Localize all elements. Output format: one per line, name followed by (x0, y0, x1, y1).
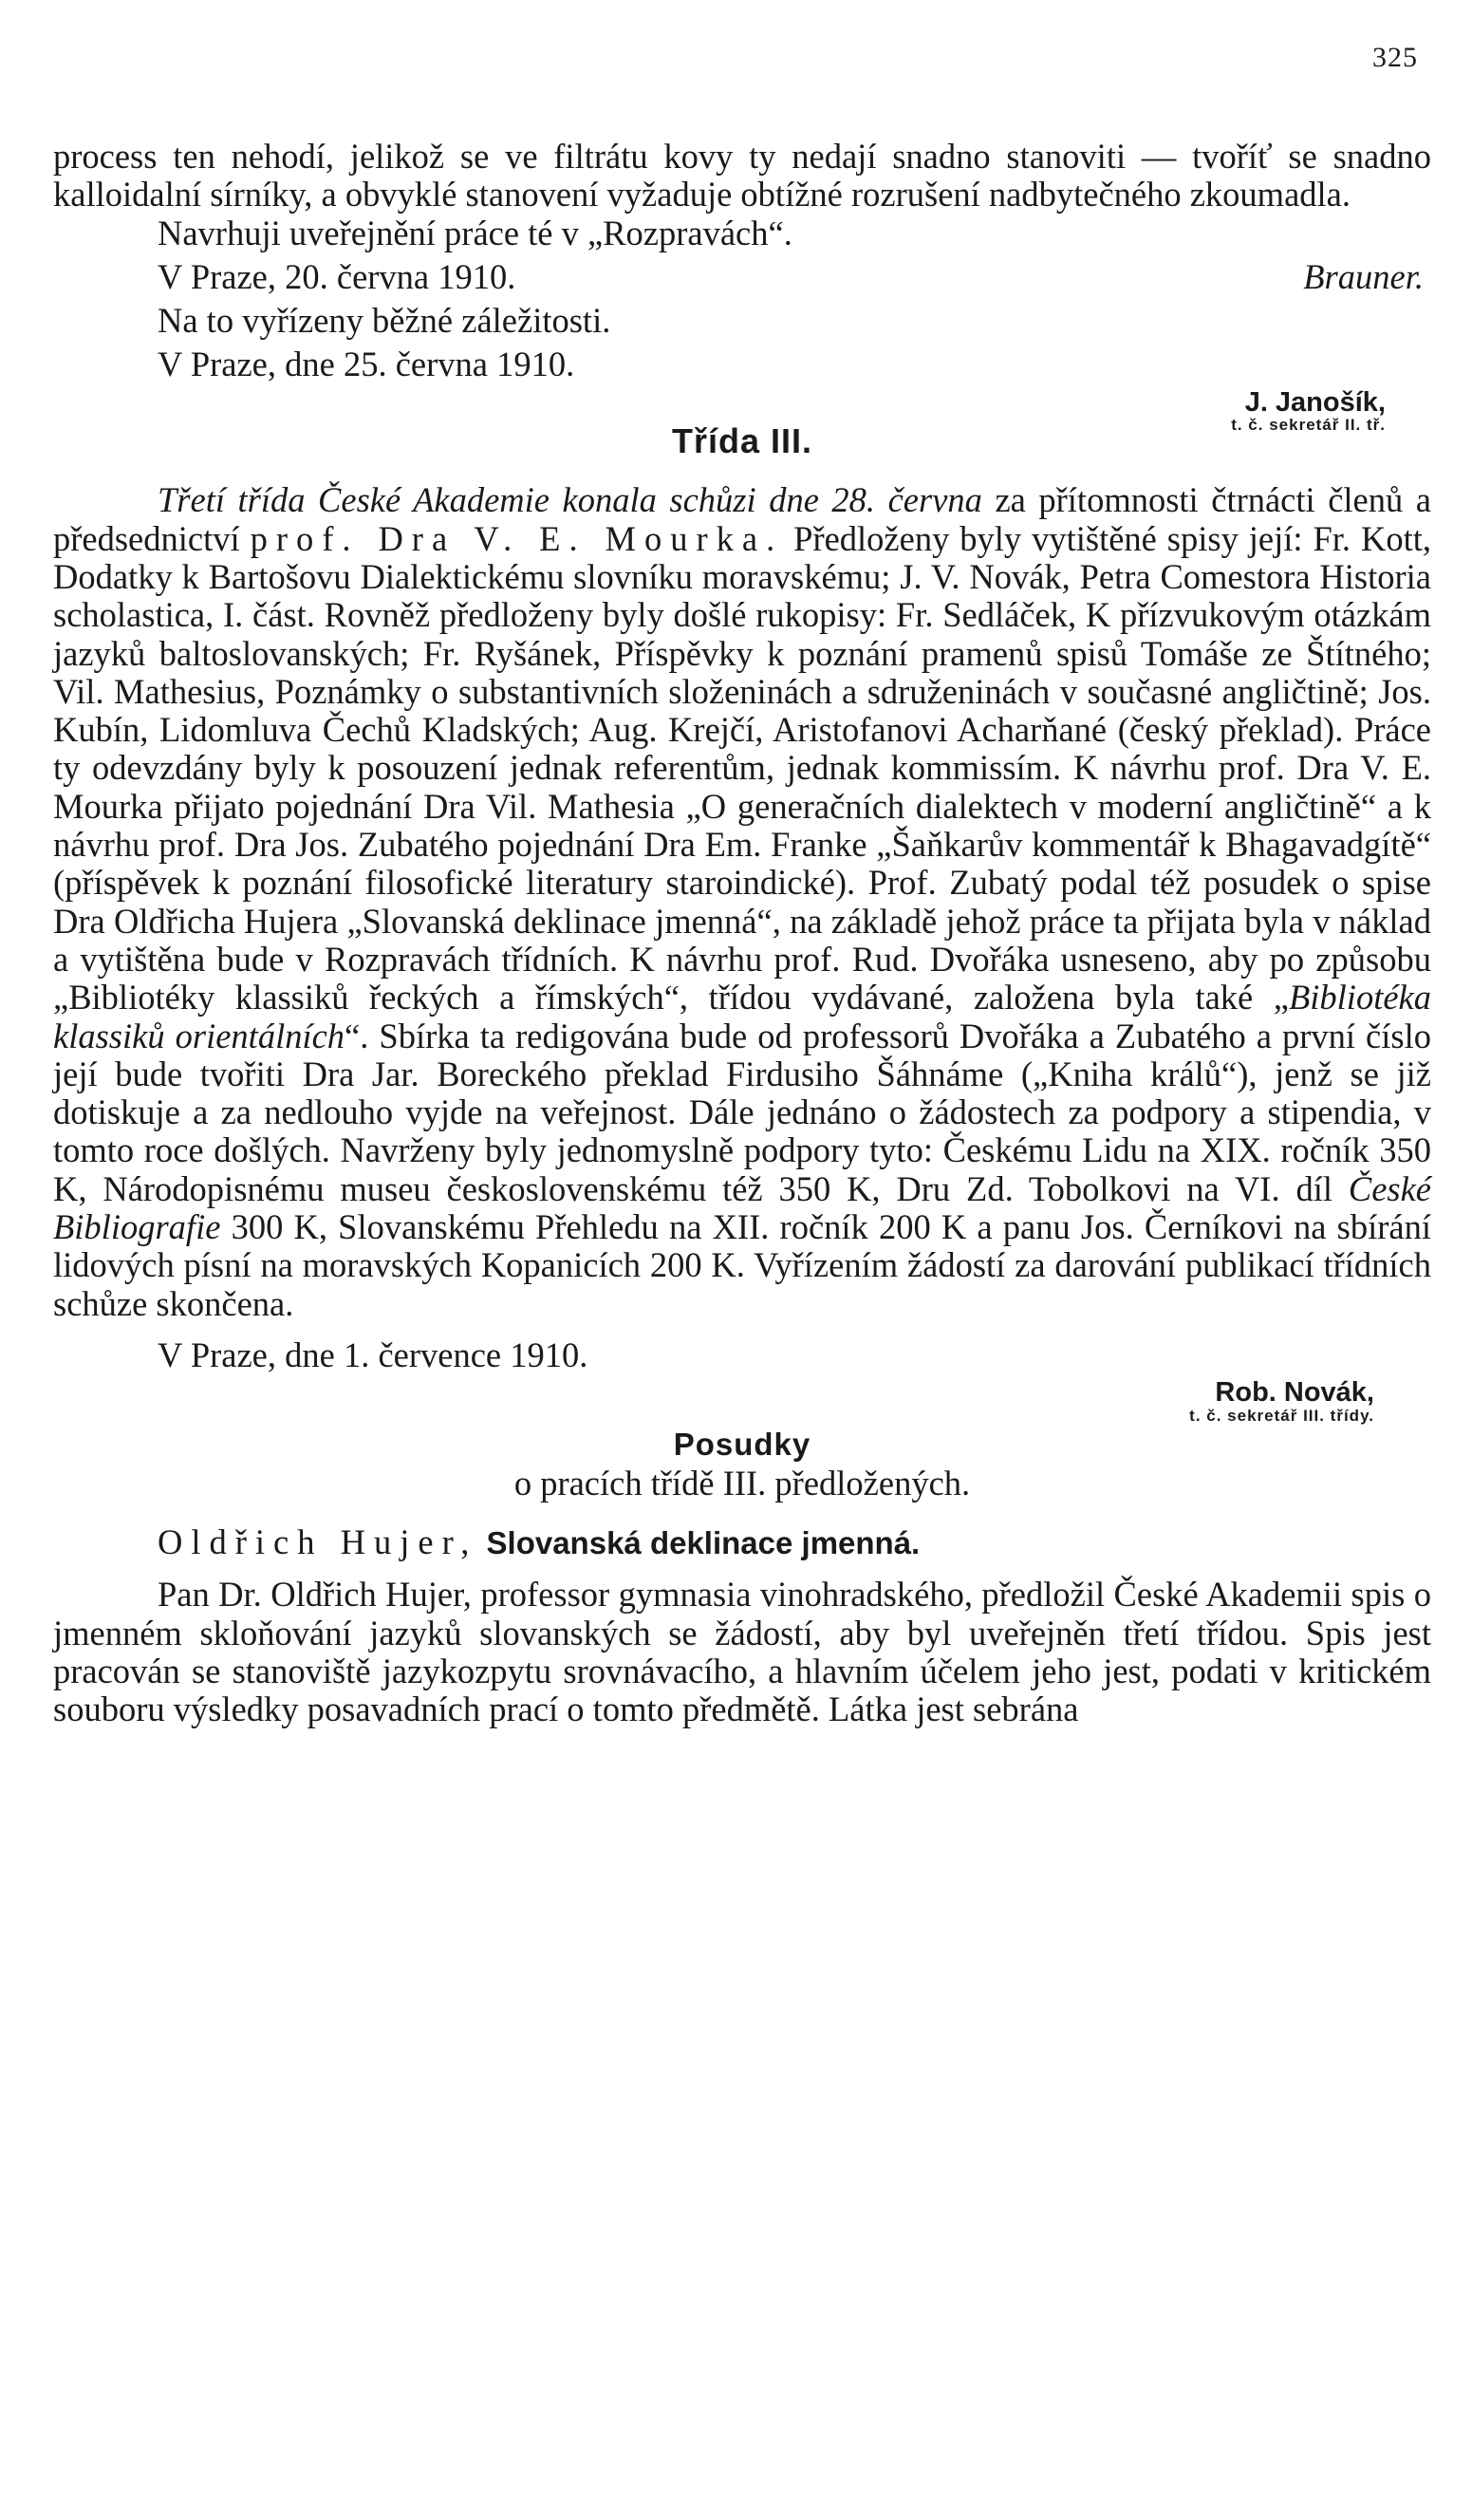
paragraph-proposal: Navrhuji uveřejnění práce té v „Rozpravách“. (158, 213, 792, 252)
paragraph-minutes (53, 481, 1431, 1323)
review-author: Oldřich Hujer, (158, 1522, 478, 1562)
paragraph-continuation: process ten nehodí, jelikož se ve filtrátu kovy ty nedají snadno stanoviti — tvoříť se snadno kalloidalní sírníky, a obvyklé stanovení vyžaduje obtížné rozrušení nadbytečného zkoumadla. (53, 137, 1431, 215)
signer-name: J. Janošík, (1244, 386, 1386, 418)
minutes-text-b: “. Sbírka ta redigována bude od professorů Dvořáka a Zubatého a první číslo její bude tvořiti Dra Jar. Boreckého překlad Firdusiho Šáhnáme („Kniha králů“), jenž se již dotiskuje a za nedlouho vyjde na veřejnost. Dále jednáno o žádostech za podpory a stipendia, v tomto roce došlých. Navrženy byly jednomyslně podpory tyto: Českému Lidu na XIX. ročník 350 K, Národopisnému museu československému též 350 K, Dru Zd. Tobolkovi na VI. díl (53, 1016, 1431, 1208)
minutes-text-c: 300 K, Slovanskému Přehledu na XII. ročník 200 K a panu Jos. Černíkovi na sbírání lidových písní na moravských Kopanicích 200 K. Vyřízením žádostí za darování publikací třídních schůze skončena. (53, 1207, 1431, 1323)
signature-brauner: Brauner. (1303, 256, 1424, 296)
date-line: V Praze, dne 25. června 1910. (158, 345, 575, 384)
minutes-chair: prof. Dra V. E. Mourka. (250, 518, 784, 558)
date-line: V Praze, 20. června 1910. (158, 256, 516, 296)
body-text (53, 138, 1431, 1729)
date-signature-row (53, 258, 1431, 296)
signer-role: t. č. sekretář II. tř. (1231, 416, 1386, 435)
paragraph-matters: Na to vyřízeny běžné záležitosti. (158, 301, 611, 341)
signature-block (53, 1378, 1374, 1424)
review-heading (53, 1523, 1431, 1562)
library-title: Bibliotéka klassiků orientálních (53, 978, 1431, 1055)
paragraph-review: Pan Dr. Oldřich Hujer, professor gymnasia vinohradského, předložil České Akademii spis o jmenném skloňování jazyků slovanských se žádostí, aby byl uveřejněn třetí třídou. Spis jest pracován se stanoviště jazykozpytu srovnávacího, a hlavním účelem jeho jest, podati v kritickém souboru výsledky posavadních prací o tomto předmětě. Látka jest sebrána (53, 1575, 1431, 1729)
page-number: 325 (1372, 42, 1418, 73)
minutes-text-a: Předloženy byly vytištěné spisy její: Fr. Kott, Dodatky k Bartošovu Dialektickému slovníku moravskému; J. V. Novák, Petra Comestora Historia scholastica, I. část. Rovněž předloženy byly došlé rukopisy: Fr. Sedláček, K přízvukovým otázkám jazyků baltoslovanských; Fr. Ryšánek, Příspěvky k poznání pramenů spisů Tomáše ze Štítného; Vil. Mathesius, Poznámky o substantivních složeninách a sdruženinách v současné angličtině; Jos. Kubín, Lidomluva Čechů Kladských; Aug. Krejčí, Aristofanovi Acharňané (český překlad). Práce ty odevzdány byly k posouzení jednak referentům, jednak kommissím. K návrhu prof. Dra V. E. Mourka přijato pojednání Dra Vil. Mathesia „O generačních dialektech v moderní angličtině“ a k návrhu prof. Dra Jos. Zubatého pojednání Dra Em. Franke „Šaňkarův kommentář k Bhagavadgítě“ (příspěvek k poznání filosofické literatury staroindické). Prof. Zubatý podal též posudek o spise Dra Oldřicha Hujera „Slovanská deklinace jmenná“, na základě jehož práce ta přijata byla v náklad a vytištěna bude v Rozpravách třídních. K návrhu prof. Rud. Dvořáka usneseno, aby po způsobu „Bibliotéky klassiků řeckých a římských“, třídou vydávané, založena byla také „ (53, 518, 1432, 1017)
signer-name: Rob. Novák, (1215, 1377, 1374, 1409)
reviews-subtitle: o pracích třídě III. předložených. (513, 1463, 971, 1503)
review-title: Slovanská deklinace jmenná. (486, 1525, 921, 1561)
minutes-intro: Třetí třída České Akademie konala schůzi dne 28. června (158, 480, 982, 520)
bibliography-title: České Bibliografie (53, 1168, 1431, 1246)
document-page (53, 0, 1431, 2520)
signer-role: t. č. sekretář III. třídy. (1189, 1406, 1374, 1425)
date-line: V Praze, dne 1. července 1910. (158, 1335, 588, 1374)
reviews-title: Posudky (673, 1427, 811, 1463)
minutes-intro-rest: za přítomnosti čtrnácti členů a předsednictví (53, 480, 1431, 558)
section-title: Třída III. (671, 421, 813, 461)
